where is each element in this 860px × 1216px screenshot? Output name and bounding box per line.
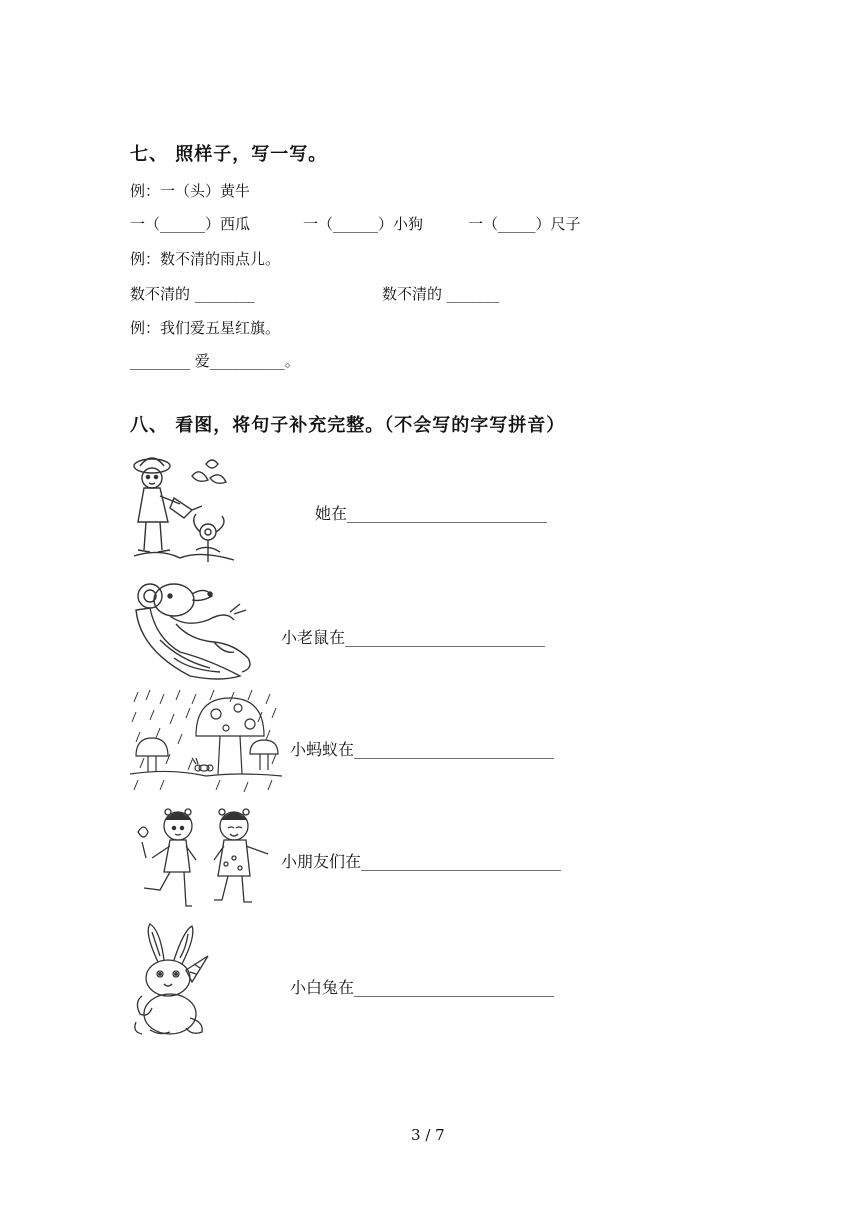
row1-item1-prefix: 一（	[130, 215, 161, 233]
row2-item1-prefix: 数不清的	[130, 285, 191, 303]
fill-row-1-c	[468, 213, 581, 234]
picture-2-sentence	[281, 625, 545, 648]
picture-3-blank[interactable]: _________________________	[354, 740, 555, 759]
picture-1-prompt: 她在	[315, 504, 348, 523]
row1-item2-suffix: ）小狗	[378, 215, 424, 233]
fill-row-1	[130, 213, 250, 234]
picture-3-sentence	[290, 737, 554, 760]
fill-row-2	[130, 283, 255, 304]
example-1: 例：一（头）黄牛	[130, 182, 251, 200]
row2-item2-prefix: 数不清的	[382, 285, 443, 303]
fill-row-3	[130, 350, 300, 371]
row1-item2-blank[interactable]: ______	[333, 215, 379, 233]
page-current: 3	[411, 1126, 421, 1144]
picture-4-blank[interactable]: _________________________	[361, 852, 562, 871]
picture-3-prompt: 小蚂蚁在	[290, 740, 355, 759]
row3-middle: 爱	[194, 352, 210, 370]
mouse-on-corn-icon	[130, 580, 258, 684]
picture-1-sentence	[315, 501, 547, 524]
row2-item1-blank[interactable]: ________	[194, 285, 255, 303]
girl-watering-flowers-icon	[130, 452, 240, 564]
row1-item1-blank[interactable]: ______	[160, 215, 206, 233]
row2-item2-blank[interactable]: _______	[446, 285, 500, 303]
section-8-title: 八、 看图，将句子补充完整。（不会写的字写拼音）	[130, 415, 566, 436]
page-separator: /	[425, 1126, 431, 1144]
rabbit-with-carrot-icon	[130, 922, 212, 1038]
fill-row-2-b	[382, 283, 499, 304]
section-7-title: 七、 照样子，写一写。	[130, 144, 328, 165]
row1-item3-prefix: 一（	[468, 215, 499, 233]
picture-2-prompt: 小老鼠在	[281, 628, 346, 647]
row3-end: 。	[284, 352, 300, 370]
row1-item3-blank[interactable]: _____	[498, 215, 536, 233]
children-playing-icon	[130, 802, 275, 914]
row3-blank-2[interactable]: __________	[209, 352, 285, 370]
example-3: 例：我们爱五星红旗。	[130, 319, 281, 337]
row1-item3-suffix: ）尺子	[535, 215, 581, 233]
picture-1-blank[interactable]: _________________________	[347, 504, 548, 523]
ant-under-mushroom-in-rain-icon	[130, 688, 282, 796]
example-2: 例：数不清的雨点儿。	[130, 250, 281, 268]
picture-4-sentence	[281, 849, 561, 872]
row1-item1-suffix: ）西瓜	[205, 215, 251, 233]
picture-5-sentence	[290, 975, 554, 998]
picture-4-prompt: 小朋友们在	[281, 852, 362, 871]
picture-2-blank[interactable]: _________________________	[345, 628, 546, 647]
picture-5-prompt: 小白兔在	[290, 978, 355, 997]
picture-5-blank[interactable]: _________________________	[354, 978, 555, 997]
row3-blank-1[interactable]: ________	[130, 352, 190, 370]
page-total: 7	[435, 1126, 445, 1144]
fill-row-1-b	[303, 213, 423, 234]
row1-item2-prefix: 一（	[303, 215, 334, 233]
page-number	[411, 1126, 445, 1144]
